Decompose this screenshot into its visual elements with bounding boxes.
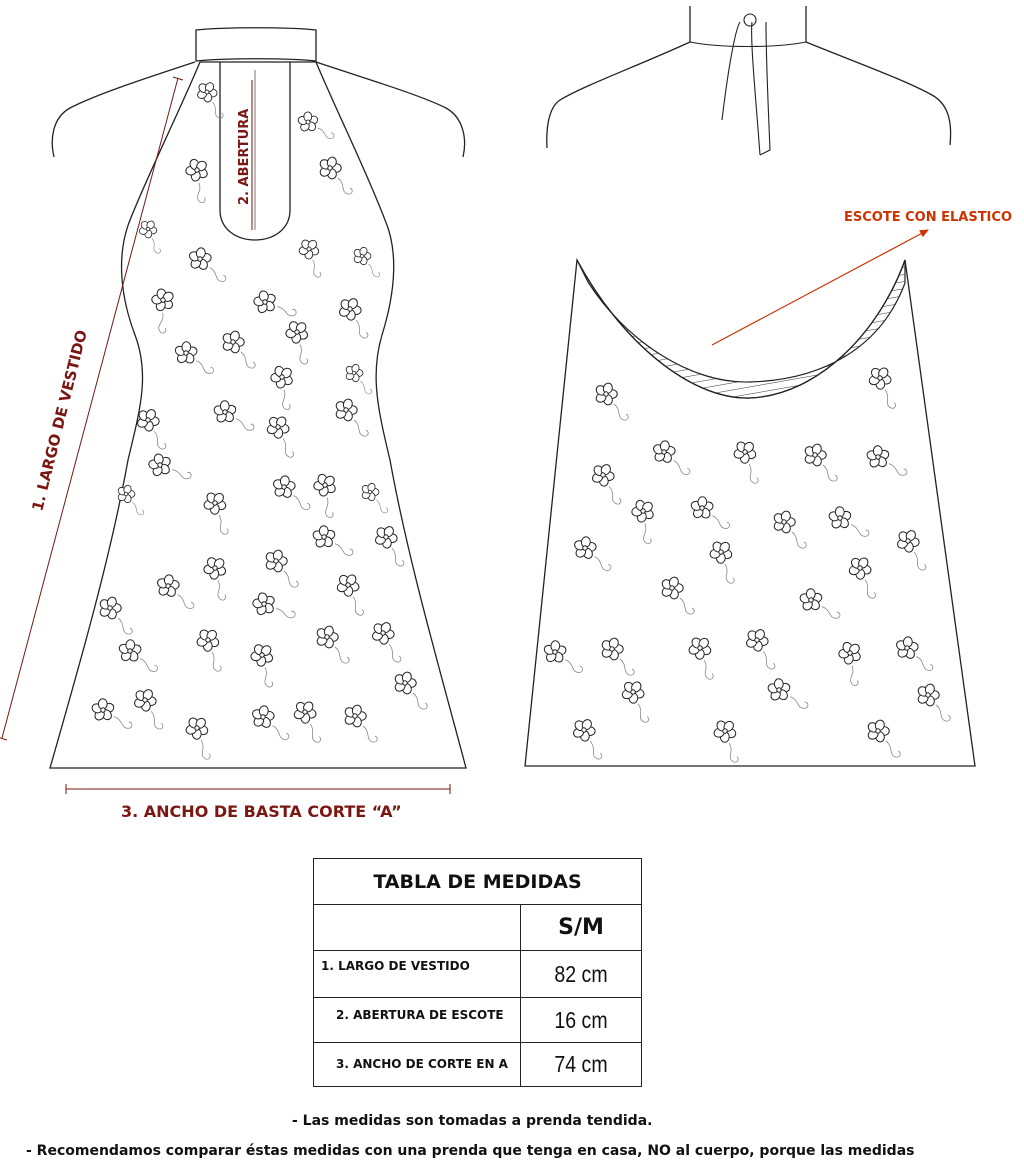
table-row [314, 998, 641, 1043]
table-title: TABLA DE MEDIDAS [314, 859, 641, 905]
row-value-abertura: 16 cm [554, 1006, 608, 1033]
back-view [525, 6, 1012, 766]
table-row [314, 1043, 641, 1086]
row-label-abertura: 2. ABERTURA DE ESCOTE [336, 1008, 504, 1022]
back-neck [690, 6, 806, 42]
row-label-ancho: 3. ANCHO DE CORTE EN A [336, 1057, 508, 1071]
row-value-ancho: 74 cm [554, 1051, 608, 1077]
table-row [314, 951, 641, 998]
back-mannequin-left-shoulder [547, 42, 690, 148]
ancho-label: 3. ANCHO DE BASTA CORTE “A” [121, 802, 402, 821]
note-line-1: - Las medidas son tomadas a prenda tendida. [292, 1113, 653, 1129]
table-size-header-row [314, 905, 641, 951]
measurement-table [313, 858, 642, 1087]
front-view [0, 28, 466, 821]
halter-tie [722, 14, 770, 155]
back-mannequin-right-shoulder [806, 42, 951, 145]
row-value-largo: 82 cm [554, 960, 608, 987]
back-dress-outline [525, 260, 975, 766]
table-header-blank-cell [314, 905, 521, 950]
size-header: S/M [558, 915, 604, 940]
abertura-label: 2. ABERTURA [237, 108, 252, 205]
row-label-largo: 1. LARGO DE VESTIDO [321, 959, 470, 973]
escote-label: ESCOTE CON ELASTICO [844, 210, 1012, 225]
note-line-2: - Recomendamos comparar éstas medidas con una prenda que tenga en casa, NO al cuerpo, porque las medidas [26, 1143, 915, 1159]
front-collar [196, 28, 316, 61]
largo-label: 1. LARGO DE VESTIDO [28, 328, 91, 513]
